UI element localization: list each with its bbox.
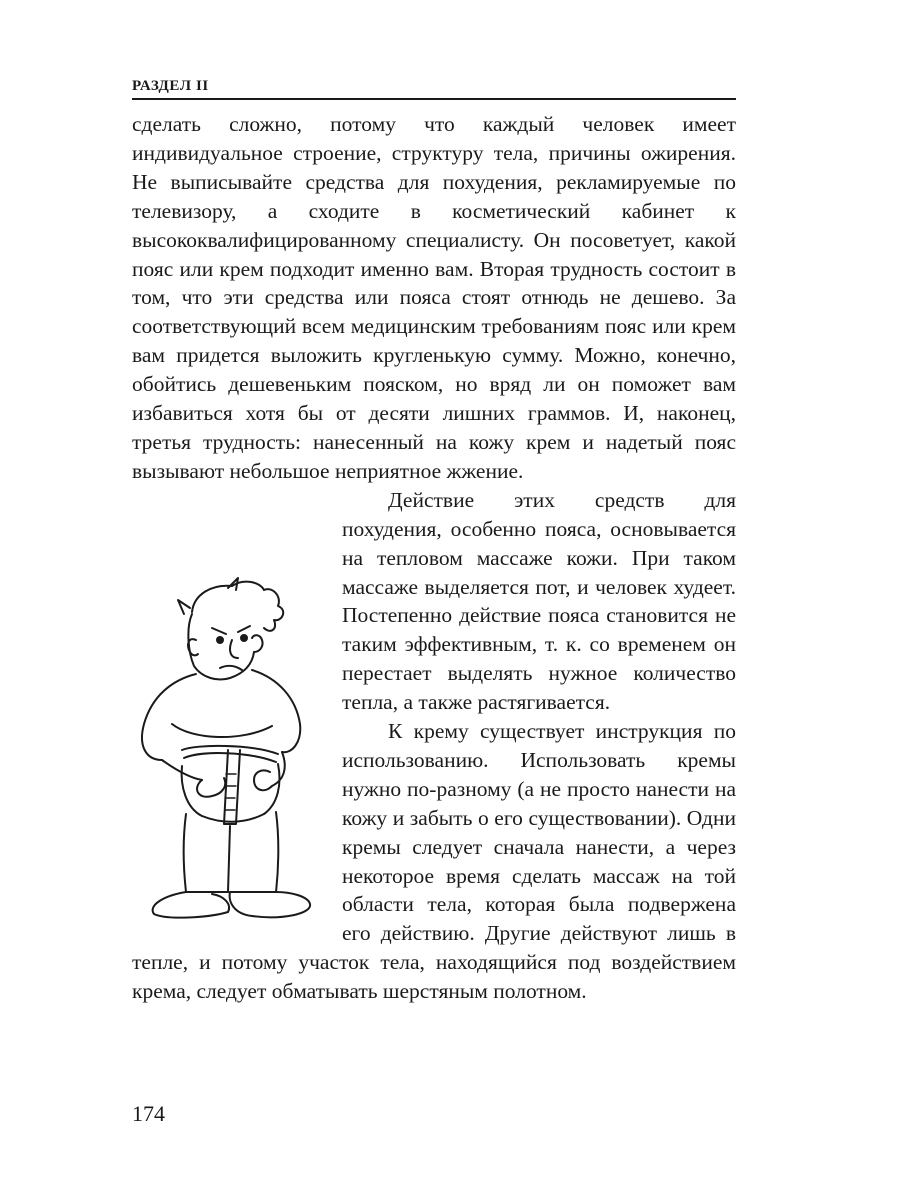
illustration (132, 574, 328, 926)
page-number: 174 (132, 1101, 165, 1126)
body-text (132, 110, 736, 1006)
cartoon-man-measuring-waist-icon (132, 574, 328, 926)
paragraph-cream-instructions: К крему существует инструкция по использованию. Использовать кремы нужно по-разному (а не просто нанести на кожу и забыть о его существовании). Одни кремы следует сначала нанести, а через некоторое время сделать массаж на той области тела, которая была подвержена его действию. Другие действуют лишь в тепле, и потому участок тела, находящийся под воздействием крема, следует обматывать шерстяным полотном. (132, 719, 736, 1004)
book-page (132, 76, 736, 1006)
paragraph-belt-action-text: Действие этих средств для похудения, особенно пояса, основывается на тепловом массаже кожи. При таком массаже выделяется пот, и человек худеет. Постепенно действие пояса становится не таким эффективным, т. к. со временем он перестает выделять нужное количество тепла, а также растягивается. (342, 487, 736, 715)
paragraph-belt-action (132, 486, 736, 717)
running-head: РАЗДЕЛ II (132, 76, 736, 100)
paragraph-continued: сделать сложно, потому что каждый человек имеет индивидуальное строение, структуру тела, причины ожирения. Не выписывайте средства для похудения, рекламируемые по телевизору, а сходите в косметический кабинет к высококвалифицированному специалисту. Он посоветует, какой пояс или крем подходит именно вам. Вторая трудность состоит в том, что эти средства или пояса стоят отнюдь не дешево. За соответствующий всем медицинским требованиям пояс или крем вам придется выложить кругленькую сумму. Можно, конечно, обойтись дешевеньким пояском, но вряд ли он поможет вам избавиться хотя бы от десяти лишних граммов. И, наконец, третья трудность: нанесенный на кожу крем и надетый пояс вызывают небольшое неприятное жжение. (132, 112, 736, 483)
